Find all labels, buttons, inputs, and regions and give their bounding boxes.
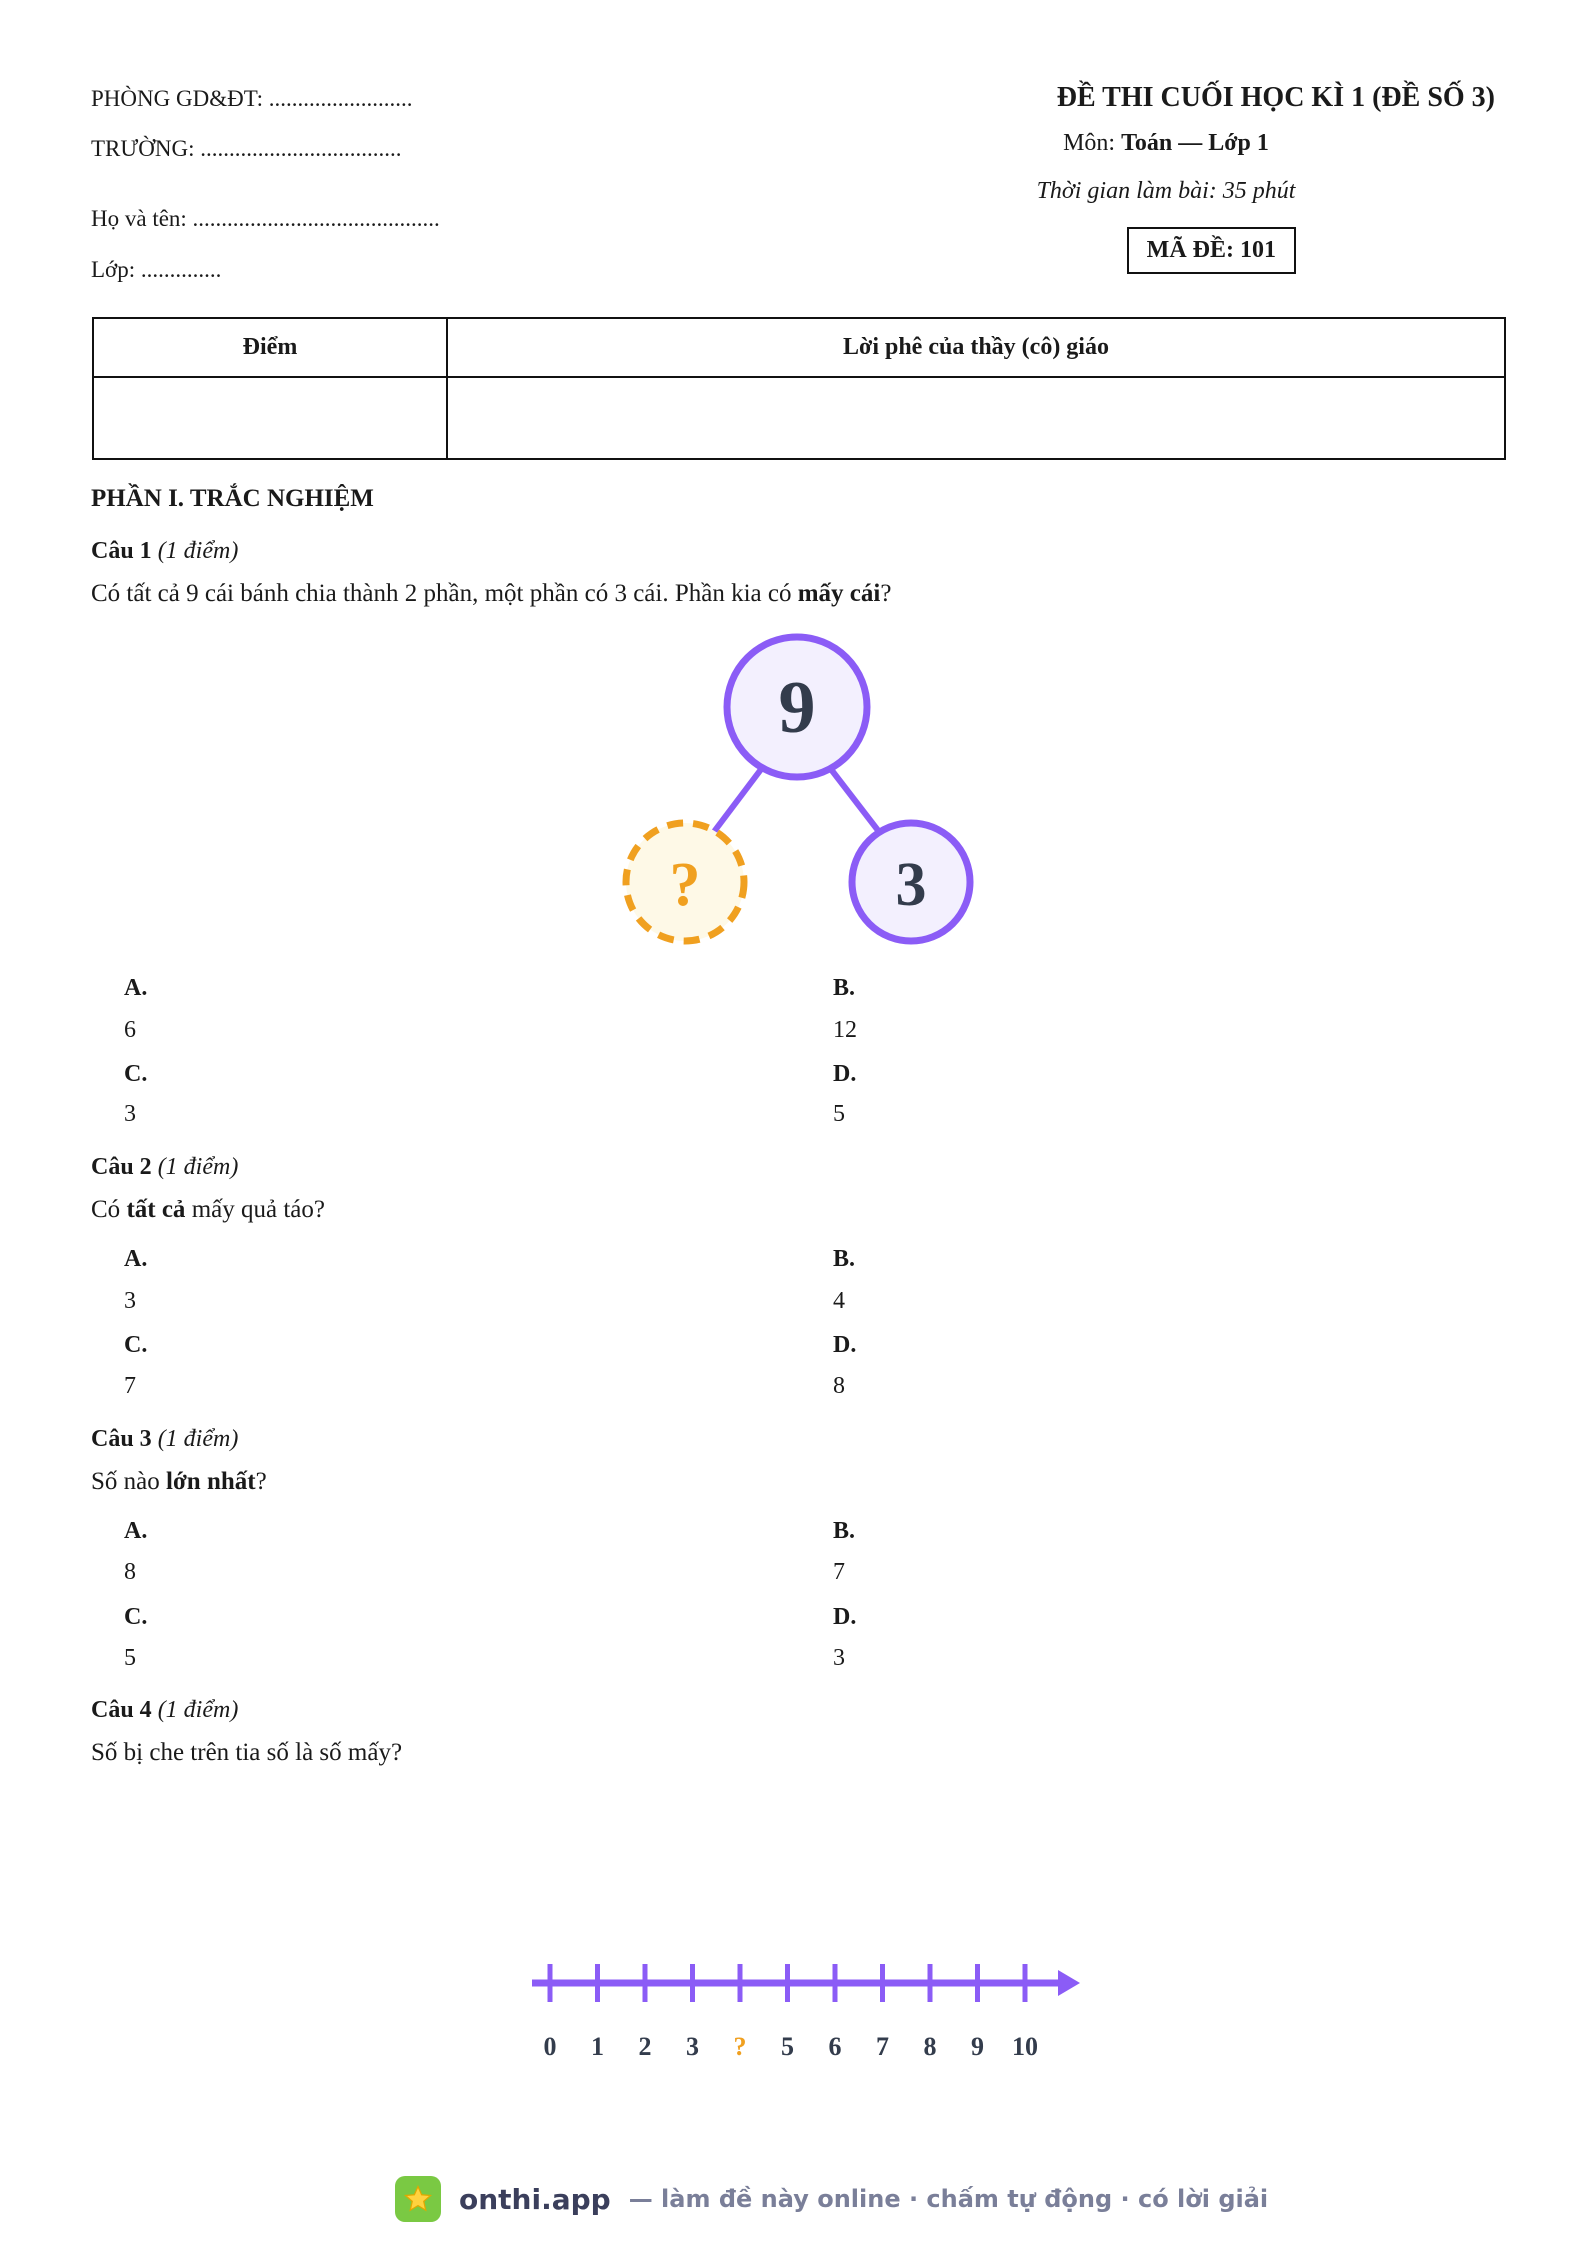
option-b-letter[interactable]: B. <box>833 1518 856 1544</box>
star-icon <box>403 2184 433 2214</box>
question-2-text <box>91 1196 325 1224</box>
option-a-value[interactable]: 8 <box>124 1559 136 1585</box>
number-line-label: 1 <box>591 2032 604 2061</box>
question-text: Số nào <box>91 1468 166 1495</box>
question-label: Câu 3 <box>91 1426 152 1452</box>
number-line-label: 5 <box>781 2032 794 2061</box>
number-bond-diagram <box>600 625 1020 960</box>
subject-line <box>916 130 1416 157</box>
question-label: Câu 2 <box>91 1154 152 1180</box>
question-1-text <box>91 580 891 608</box>
question-emphasis: lớn nhất <box>166 1468 256 1495</box>
option-c-value[interactable]: 7 <box>124 1373 136 1399</box>
school-field: TRƯỜNG: ................................... <box>91 136 402 161</box>
question-4-text <box>91 1739 402 1767</box>
exam-code-box: MÃ ĐỀ: 101 <box>1127 227 1296 274</box>
exam-title: ĐỀ THI CUỐI HỌC KÌ 1 (ĐỀ SỐ 3) <box>1056 82 1495 113</box>
option-b-letter[interactable]: B. <box>833 1246 856 1272</box>
option-d-letter[interactable]: D. <box>833 1604 857 1630</box>
department-field: PHÒNG GD&ĐT: ......................... <box>91 86 413 111</box>
question-1-header <box>91 538 238 565</box>
number-line-label: 2 <box>638 2032 652 2061</box>
option-b-value[interactable]: 4 <box>833 1288 845 1314</box>
option-c-letter[interactable]: C. <box>124 1332 148 1358</box>
bond-whole-number: 9 <box>778 667 816 749</box>
option-d-value[interactable]: 3 <box>833 1645 845 1671</box>
number-line-label: 3 <box>686 2032 699 2061</box>
option-c-letter[interactable]: C. <box>124 1604 148 1630</box>
number-line-label: 8 <box>923 2032 937 2061</box>
question-points: (1 điểm) <box>157 1426 239 1452</box>
score-cell <box>93 377 447 459</box>
question-3-text <box>91 1468 267 1496</box>
option-b-value[interactable]: 7 <box>833 1559 845 1585</box>
footer <box>395 2176 1268 2222</box>
option-a-letter[interactable]: A. <box>124 1518 148 1544</box>
exam-duration: Thời gian làm bài: 35 phút <box>1036 178 1296 204</box>
bond-line-right <box>830 768 880 833</box>
question-2-header <box>91 1154 238 1181</box>
option-d-value[interactable]: 5 <box>833 1101 845 1127</box>
number-line-label: 9 <box>971 2032 984 2061</box>
number-line-arrow <box>1058 1970 1080 1996</box>
question-emphasis: mấy cái <box>797 580 881 607</box>
number-line-label: 7 <box>876 2032 889 2061</box>
question-points: (1 điểm) <box>157 1154 239 1180</box>
bond-part-number: 3 <box>895 851 927 919</box>
bond-unknown-mark: ? <box>669 851 701 919</box>
number-line-hidden-label: ? <box>733 2032 747 2061</box>
question-emphasis: tất cả <box>126 1196 186 1223</box>
student-name-field: Họ và tên: ........................................... <box>91 206 440 231</box>
section-title: PHẦN I. TRẮC NGHIỆM <box>91 485 374 512</box>
option-a-value[interactable]: 3 <box>124 1288 136 1314</box>
option-d-letter[interactable]: D. <box>833 1332 857 1358</box>
question-text-end: mấy quả táo? <box>185 1196 325 1223</box>
question-text-end: ? <box>880 580 892 607</box>
subject-prefix: Môn: <box>1063 130 1122 156</box>
brand-tagline: — làm đề này online · chấm tự động · có lời giải <box>628 2185 1269 2213</box>
grade-table <box>92 317 1506 460</box>
question-3-header <box>91 1426 238 1453</box>
option-b-value[interactable]: 12 <box>833 1017 857 1043</box>
option-c-letter[interactable]: C. <box>124 1061 148 1087</box>
option-c-value[interactable]: 5 <box>124 1645 136 1671</box>
option-a-letter[interactable]: A. <box>124 1246 148 1272</box>
number-line-label: 6 <box>828 2032 842 2061</box>
class-field: Lớp: .............. <box>91 257 222 282</box>
number-line <box>520 1950 1100 2070</box>
option-d-letter[interactable]: D. <box>833 1061 857 1087</box>
brand-logo[interactable] <box>395 2176 441 2222</box>
number-line-label: 0 <box>543 2032 557 2061</box>
number-line-label: 10 <box>1012 2032 1038 2061</box>
question-text: Có <box>91 1196 127 1223</box>
subject-name: Toán — Lớp 1 <box>1121 130 1269 156</box>
question-4-header <box>91 1697 238 1724</box>
question-text-end: ? <box>255 1468 267 1495</box>
option-d-value[interactable]: 8 <box>833 1373 845 1399</box>
question-points: (1 điểm) <box>157 538 239 564</box>
comment-cell <box>447 377 1505 459</box>
question-points: (1 điểm) <box>157 1697 239 1723</box>
question-label: Câu 1 <box>91 538 152 564</box>
option-a-value[interactable]: 6 <box>124 1017 136 1043</box>
option-b-letter[interactable]: B. <box>833 975 856 1001</box>
option-a-letter[interactable]: A. <box>124 975 148 1001</box>
question-label: Câu 4 <box>91 1697 152 1723</box>
question-text: Có tất cả 9 cái bánh chia thành 2 phần, một phần có 3 cái. Phần kia có <box>91 580 798 607</box>
score-header: Điểm <box>93 318 447 377</box>
comment-header: Lời phê của thầy (cô) giáo <box>447 318 1505 377</box>
brand-name[interactable]: onthi.app <box>459 2182 611 2216</box>
bond-line-left <box>713 768 762 833</box>
option-c-value[interactable]: 3 <box>124 1101 136 1127</box>
question-text: Số bị che trên tia số là số mấy? <box>91 1739 403 1766</box>
